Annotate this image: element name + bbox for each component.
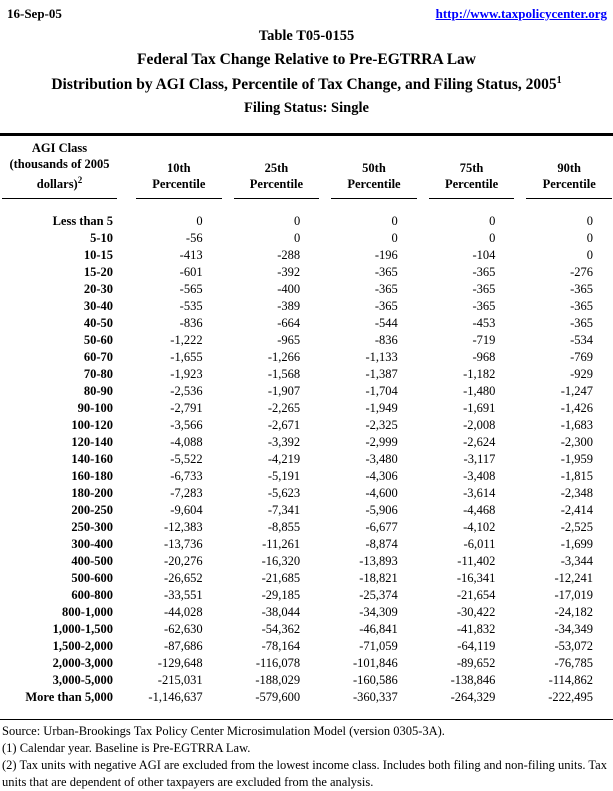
agi-class-label: 800-1,000	[61, 605, 113, 620]
tax-change-value: -7,341	[267, 503, 301, 518]
tax-change-value: -769	[570, 350, 593, 365]
tax-change-value: -4,102	[463, 520, 496, 535]
tax-change-value: -16,320	[261, 554, 301, 569]
table-row	[0, 655, 613, 672]
tax-change-value: -365	[570, 299, 593, 314]
tax-change-value: -968	[472, 350, 496, 365]
tax-change-value: -276	[570, 265, 593, 280]
tax-change-value: -579,600	[255, 690, 301, 705]
tax-change-value: -34,309	[359, 605, 398, 620]
table-subtitle: Distribution by AGI Class, Percentile of Tax Change, and Filing Status, 2005$^1$	[51, 75, 562, 94]
tax-change-value: -13,893	[359, 554, 398, 569]
agi-class-label: 500-600	[71, 571, 113, 586]
tax-change-value: -2,008	[463, 418, 496, 433]
tax-change-value: -44,028	[164, 605, 203, 620]
table-row	[0, 621, 613, 638]
tax-change-value: -20,276	[164, 554, 203, 569]
agi-class-label: 30-40	[83, 299, 113, 314]
tax-change-value: -288	[277, 248, 301, 263]
table-row	[0, 264, 613, 281]
tax-change-value: -3,408	[463, 469, 496, 484]
tax-change-value: -11,261	[262, 537, 301, 552]
tax-change-value: -116,078	[255, 656, 301, 671]
table-row	[0, 298, 613, 315]
agi-class-label: 10-15	[83, 248, 113, 263]
tax-change-value: -965	[277, 333, 301, 348]
tax-change-value: -2,325	[365, 418, 398, 433]
table-row	[0, 536, 613, 553]
tax-change-value: -5,623	[267, 486, 301, 501]
tax-change-value: -2,671	[267, 418, 301, 433]
column-header-90th-percentile: 90th Percentile	[515, 136, 613, 199]
footnote-ref-1: 1	[556, 75, 562, 86]
tax-change-value: -365	[472, 299, 496, 314]
tax-change-value: -365	[374, 282, 398, 297]
column-header-agi-class	[0, 136, 125, 199]
tax-change-value: -30,422	[456, 605, 496, 620]
tax-change-value: -1,182	[463, 367, 496, 382]
agi-class-label: 300-400	[71, 537, 113, 552]
footnote-ref-2: 2	[77, 175, 83, 186]
tax-change-value: -534	[570, 333, 593, 348]
table-row	[0, 247, 613, 264]
tax-change-value: -3,566	[170, 418, 203, 433]
agi-class-label: More than 5,000	[25, 690, 113, 705]
tax-change-value: -365	[472, 282, 496, 297]
tax-change-value: -3,480	[365, 452, 398, 467]
tax-change-value: -2,536	[170, 384, 203, 399]
table-row	[0, 519, 613, 536]
tax-change-value: -215,031	[157, 673, 203, 688]
tax-change-value: -7,283	[170, 486, 203, 501]
tax-change-value: -3,344	[560, 554, 593, 569]
tax-change-value: -5,906	[365, 503, 398, 518]
tax-change-value: -4,600	[365, 486, 398, 501]
tax-change-value: -2,300	[560, 435, 593, 450]
table-row	[0, 383, 613, 400]
agi-class-label: 600-800	[71, 588, 113, 603]
tax-change-value: 0	[489, 214, 496, 229]
agi-class-label: 90-100	[77, 401, 113, 416]
tax-change-value: -29,185	[261, 588, 301, 603]
website-link[interactable]: http://www.taxpolicycenter.org	[435, 6, 607, 21]
tax-change-value: -18,821	[359, 571, 398, 586]
tax-change-value: 0	[293, 231, 301, 246]
tax-change-value: -222,495	[548, 690, 593, 705]
tax-change-value: -1,655	[170, 350, 203, 365]
table-row	[0, 281, 613, 298]
tax-change-value: -719	[472, 333, 496, 348]
tax-change-value: -1,222	[170, 333, 203, 348]
table-row	[0, 638, 613, 655]
tax-change-value: -1,815	[560, 469, 593, 484]
top-bar	[0, 0, 613, 22]
tax-change-value: -17,019	[554, 588, 593, 603]
tax-change-value: -4,468	[463, 503, 496, 518]
agi-class-label: 20-30	[83, 282, 113, 297]
tax-change-value: -264,329	[450, 690, 496, 705]
tax-change-value: -1,266	[267, 350, 301, 365]
tax-change-value: -114,862	[548, 673, 593, 688]
tax-change-value: -1,949	[365, 401, 398, 416]
table-row	[0, 604, 613, 621]
tax-change-value: -400	[277, 282, 301, 297]
tax-change-value: 0	[293, 214, 301, 229]
agi-class-label: 80-90	[83, 384, 113, 399]
agi-class-label: 140-160	[71, 452, 113, 467]
tax-change-value: -360,337	[352, 690, 398, 705]
tax-change-value: -1,691	[463, 401, 496, 416]
tax-change-value: -1,247	[560, 384, 593, 399]
table-row	[0, 417, 613, 434]
tax-change-value: -13,736	[164, 537, 203, 552]
tax-change-value: -2,525	[560, 520, 593, 535]
tax-change-value: -87,686	[164, 639, 203, 654]
source-note: Source: Urban-Brookings Tax Policy Center Microsimulation Model (version 0305-3A).	[2, 723, 445, 738]
agi-class-label: 2,000-3,000	[52, 656, 113, 671]
table-row	[0, 672, 613, 689]
tax-change-value: -453	[472, 316, 496, 331]
tax-change-value: -601	[179, 265, 203, 280]
title-block	[0, 28, 613, 117]
tax-change-value: -1,699	[560, 537, 593, 552]
tax-change-value: -1,480	[463, 384, 496, 399]
tax-change-value: 0	[586, 248, 593, 263]
tax-change-value: -138,846	[450, 673, 496, 688]
agi-class-label: 15-20	[83, 265, 113, 280]
agi-class-label: 180-200	[71, 486, 113, 501]
agi-header-line1: AGI Class	[31, 141, 88, 156]
tax-change-value: -11,402	[457, 554, 496, 569]
tax-change-value: -1,133	[365, 350, 398, 365]
tax-change-value: -1,907	[267, 384, 301, 399]
tax-change-table	[0, 136, 613, 706]
tax-change-value: -2,624	[463, 435, 496, 450]
tax-change-value: -21,654	[456, 588, 496, 603]
agi-class-label: 250-300	[71, 520, 113, 535]
agi-class-label: Less than 5	[52, 214, 113, 229]
footnote-1: (1) Calendar year. Baseline is Pre-EGTRRA Law.	[2, 740, 251, 755]
tax-change-value: -12,241	[554, 571, 593, 586]
tax-change-value: -535	[179, 299, 203, 314]
tax-change-value: -54,362	[261, 622, 301, 637]
tax-change-value: -4,306	[365, 469, 398, 484]
tax-change-value: -41,832	[456, 622, 496, 637]
tax-change-value: -929	[570, 367, 593, 382]
tax-change-value: -34,349	[554, 622, 593, 637]
table-row	[0, 485, 613, 502]
tax-change-value: -46,841	[359, 622, 398, 637]
agi-class-label: 160-180	[71, 469, 113, 484]
tax-change-value: -53,072	[554, 639, 593, 654]
tax-change-value: -1,568	[267, 367, 301, 382]
table-row	[0, 587, 613, 604]
agi-class-label: 5-10	[90, 231, 113, 246]
tax-change-value: -1,959	[560, 452, 593, 467]
agi-class-label: 70-80	[83, 367, 113, 382]
tax-change-value: -5,522	[170, 452, 203, 467]
tax-change-value: -3,117	[463, 452, 496, 467]
tax-change-value: -104	[472, 248, 496, 263]
tax-change-value: -2,791	[170, 401, 203, 416]
tax-change-value: 0	[489, 231, 496, 246]
tax-change-value: 0	[586, 214, 593, 229]
tax-change-value: 0	[586, 231, 593, 246]
tax-change-value: -836	[179, 316, 203, 331]
tax-change-value: -365	[374, 299, 398, 314]
tax-change-value: -2,999	[365, 435, 398, 450]
tax-change-value: -196	[374, 248, 398, 263]
table-row	[0, 570, 613, 587]
tax-change-value: -413	[179, 248, 203, 263]
tax-change-value: -8,855	[267, 520, 301, 535]
agi-class-label: 1,000-1,500	[52, 622, 113, 637]
tax-change-value: -6,011	[463, 537, 496, 552]
agi-class-label: 120-140	[71, 435, 113, 450]
agi-class-label: 200-250	[71, 503, 113, 518]
agi-class-label: 1,500-2,000	[52, 639, 113, 654]
tax-change-value: 0	[391, 231, 398, 246]
agi-class-label: 100-120	[71, 418, 113, 433]
table-row	[0, 468, 613, 485]
table-row	[0, 199, 613, 230]
table-row	[0, 332, 613, 349]
tax-change-value: -62,630	[164, 622, 203, 637]
table-row	[0, 400, 613, 417]
tax-change-value: -16,341	[456, 571, 496, 586]
tax-change-value: -365	[374, 265, 398, 280]
table-main-title: Federal Tax Change Relative to Pre-EGTRRA Law	[137, 51, 476, 68]
tax-change-value: -56	[185, 231, 203, 246]
tax-change-value: -21,685	[261, 571, 301, 586]
tax-change-value: -389	[277, 299, 301, 314]
tax-change-value: -2,348	[560, 486, 593, 501]
column-header-25th-percentile: 25th Percentile	[223, 136, 321, 199]
tax-change-value: -89,652	[456, 656, 496, 671]
tax-change-value: -64,119	[457, 639, 496, 654]
filing-status-title: Filing Status: Single	[244, 100, 369, 117]
tax-change-value: -9,604	[170, 503, 203, 518]
tax-change-value: -129,648	[157, 656, 203, 671]
tax-change-value: -565	[179, 282, 203, 297]
table-row	[0, 689, 613, 706]
footnotes-block	[0, 720, 613, 791]
tax-change-value: -38,044	[261, 605, 301, 620]
agi-class-label: 400-500	[71, 554, 113, 569]
tax-change-value: -1,426	[560, 401, 593, 416]
agi-class-label: 50-60	[83, 333, 113, 348]
agi-header-line2: (thousands of 2005	[9, 157, 110, 172]
tax-change-value: -12,383	[164, 520, 203, 535]
tax-change-value: -101,846	[352, 656, 398, 671]
column-header-75th-percentile: 75th Percentile	[418, 136, 516, 199]
tax-change-value: -33,551	[164, 588, 203, 603]
tax-change-value: -5,191	[267, 469, 301, 484]
table-row	[0, 553, 613, 570]
tax-change-value: -392	[277, 265, 301, 280]
tax-change-value: 0	[391, 214, 398, 229]
tax-change-value: -3,614	[463, 486, 496, 501]
table-row	[0, 502, 613, 519]
tax-change-value: -544	[374, 316, 398, 331]
tax-change-value: -1,146,637	[148, 690, 203, 705]
table-header	[0, 136, 613, 199]
tax-change-value: -76,785	[554, 656, 593, 671]
table-body	[0, 199, 613, 706]
table-row	[0, 434, 613, 451]
tax-change-value: -1,387	[365, 367, 398, 382]
tax-change-value: -24,182	[554, 605, 593, 620]
tax-change-value: -1,704	[365, 384, 398, 399]
table-row	[0, 366, 613, 383]
tax-change-value: -188,029	[255, 673, 301, 688]
tax-change-value: -1,683	[560, 418, 593, 433]
tax-change-value: -836	[374, 333, 398, 348]
tax-change-value: -365	[570, 316, 593, 331]
tax-change-value: -4,088	[170, 435, 203, 450]
column-header-50th-percentile: 50th Percentile	[320, 136, 418, 199]
agi-class-label: 60-70	[83, 350, 113, 365]
table-number-title: Table T05-0155	[258, 28, 355, 44]
column-header-10th-percentile: 10th Percentile	[125, 136, 223, 199]
tax-change-value: -160,586	[352, 673, 398, 688]
tax-change-value: -6,677	[365, 520, 398, 535]
tax-change-value: -2,414	[560, 503, 593, 518]
table-row	[0, 315, 613, 332]
table-row	[0, 230, 613, 247]
table-row	[0, 451, 613, 468]
tax-change-value: 0	[196, 214, 203, 229]
table-row	[0, 349, 613, 366]
tax-change-value: -664	[277, 316, 301, 331]
tax-change-value: -4,219	[267, 452, 301, 467]
agi-class-label: 3,000-5,000	[52, 673, 113, 688]
tax-change-value: -71,059	[359, 639, 398, 654]
agi-class-label: 40-50	[83, 316, 113, 331]
tax-change-value: -25,374	[359, 588, 398, 603]
date-label: 16-Sep-05	[7, 6, 62, 21]
tax-change-value: -365	[472, 265, 496, 280]
footnote-2: (2) Tax units with negative AGI are excluded from the lowest income class. Includes both filing and non-filing units. Tax units that are dependent of other taxpayers are excluded from the analysis.	[2, 757, 607, 789]
agi-header-line3: dollars)$^2$	[36, 175, 83, 192]
tax-change-value: -1,923	[170, 367, 203, 382]
tax-change-value: -2,265	[267, 401, 301, 416]
tax-change-value: -8,874	[365, 537, 398, 552]
tax-change-value: -26,652	[164, 571, 203, 586]
tax-change-value: -6,733	[170, 469, 203, 484]
tax-change-value: -78,164	[261, 639, 301, 654]
tax-change-value: -365	[570, 282, 593, 297]
tax-change-value: -3,392	[267, 435, 301, 450]
